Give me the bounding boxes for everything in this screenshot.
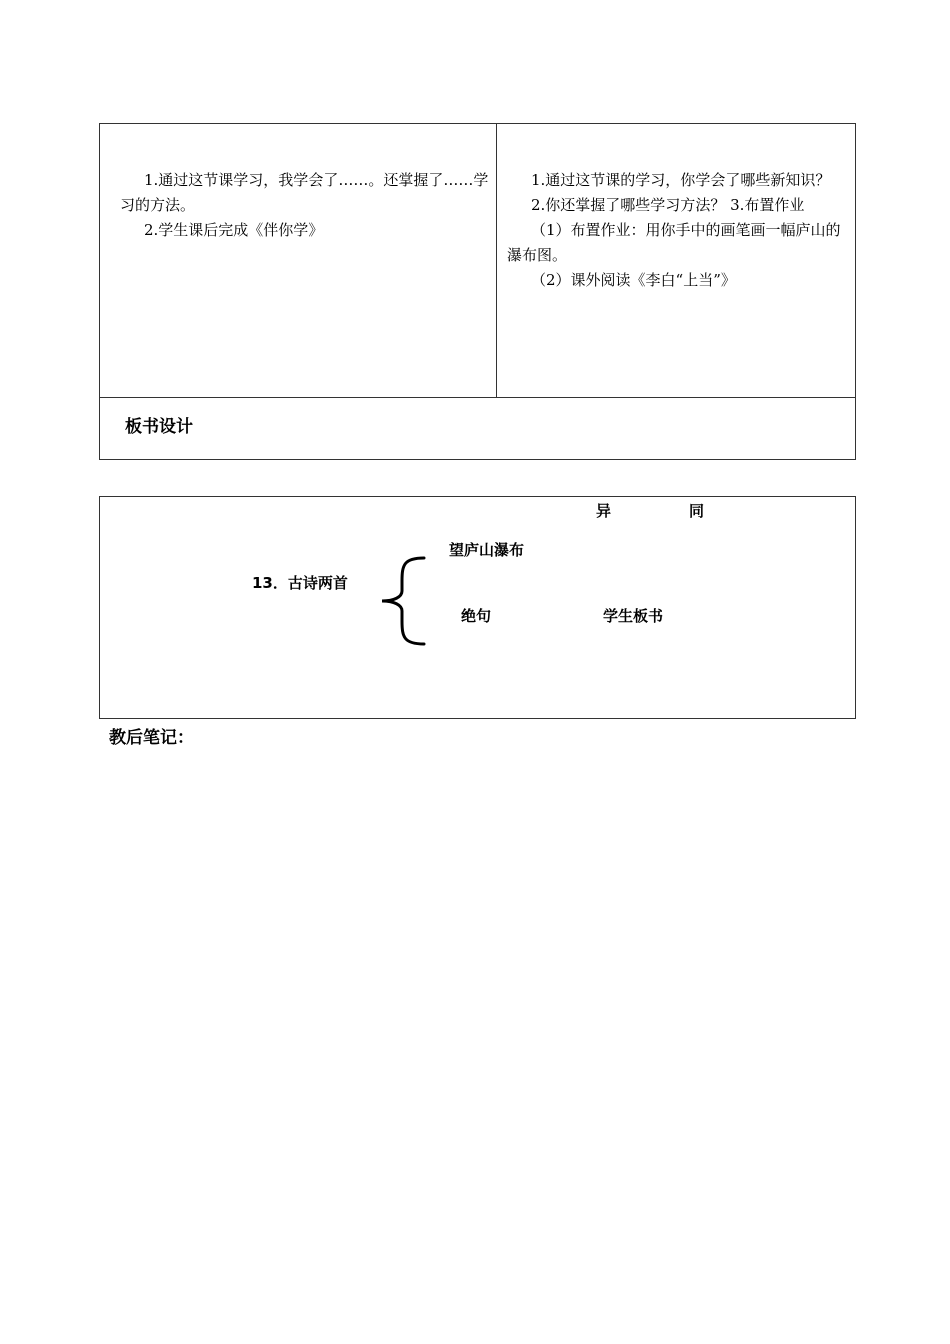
poem-title-2: 绝句 [461,607,492,625]
student-board-label: 学生板书 [603,607,664,625]
column-divider [496,124,497,397]
board-design-label: 板书设计 [125,417,193,437]
student-activity-line: 1.通过这节课学习，我学会了……。还掌握了……学习的方法。 [120,171,489,214]
teacher-activity-cell [507,168,850,293]
teacher-activity-line: 1.通过这节课的学习，你学会了哪些新知识？ [531,171,831,189]
student-activity-line: 2.学生课后完成《伴你学》 [144,221,324,239]
teaching-notes-label: 教后笔记： [109,728,194,748]
column-same-label: 同 [689,502,705,520]
student-activity-cell [120,168,492,243]
teacher-activity-line: （1）布置作业：用你手中的画笔画一幅庐山的瀑布图。 [507,221,841,264]
teacher-activity-line: （2）课外阅读《李白“上当”》 [531,271,736,289]
lesson-title: 13．古诗两首 [252,574,348,592]
curly-brace-icon [378,555,428,647]
column-diff-label: 异 [596,502,612,520]
lesson-table [99,123,856,460]
teacher-activity-line: 2.你还掌握了哪些学习方法？ 3.布置作业 [531,196,805,214]
row-divider [100,397,855,398]
board-design-box [99,496,856,719]
poem-title-1: 望庐山瀑布 [449,541,525,559]
